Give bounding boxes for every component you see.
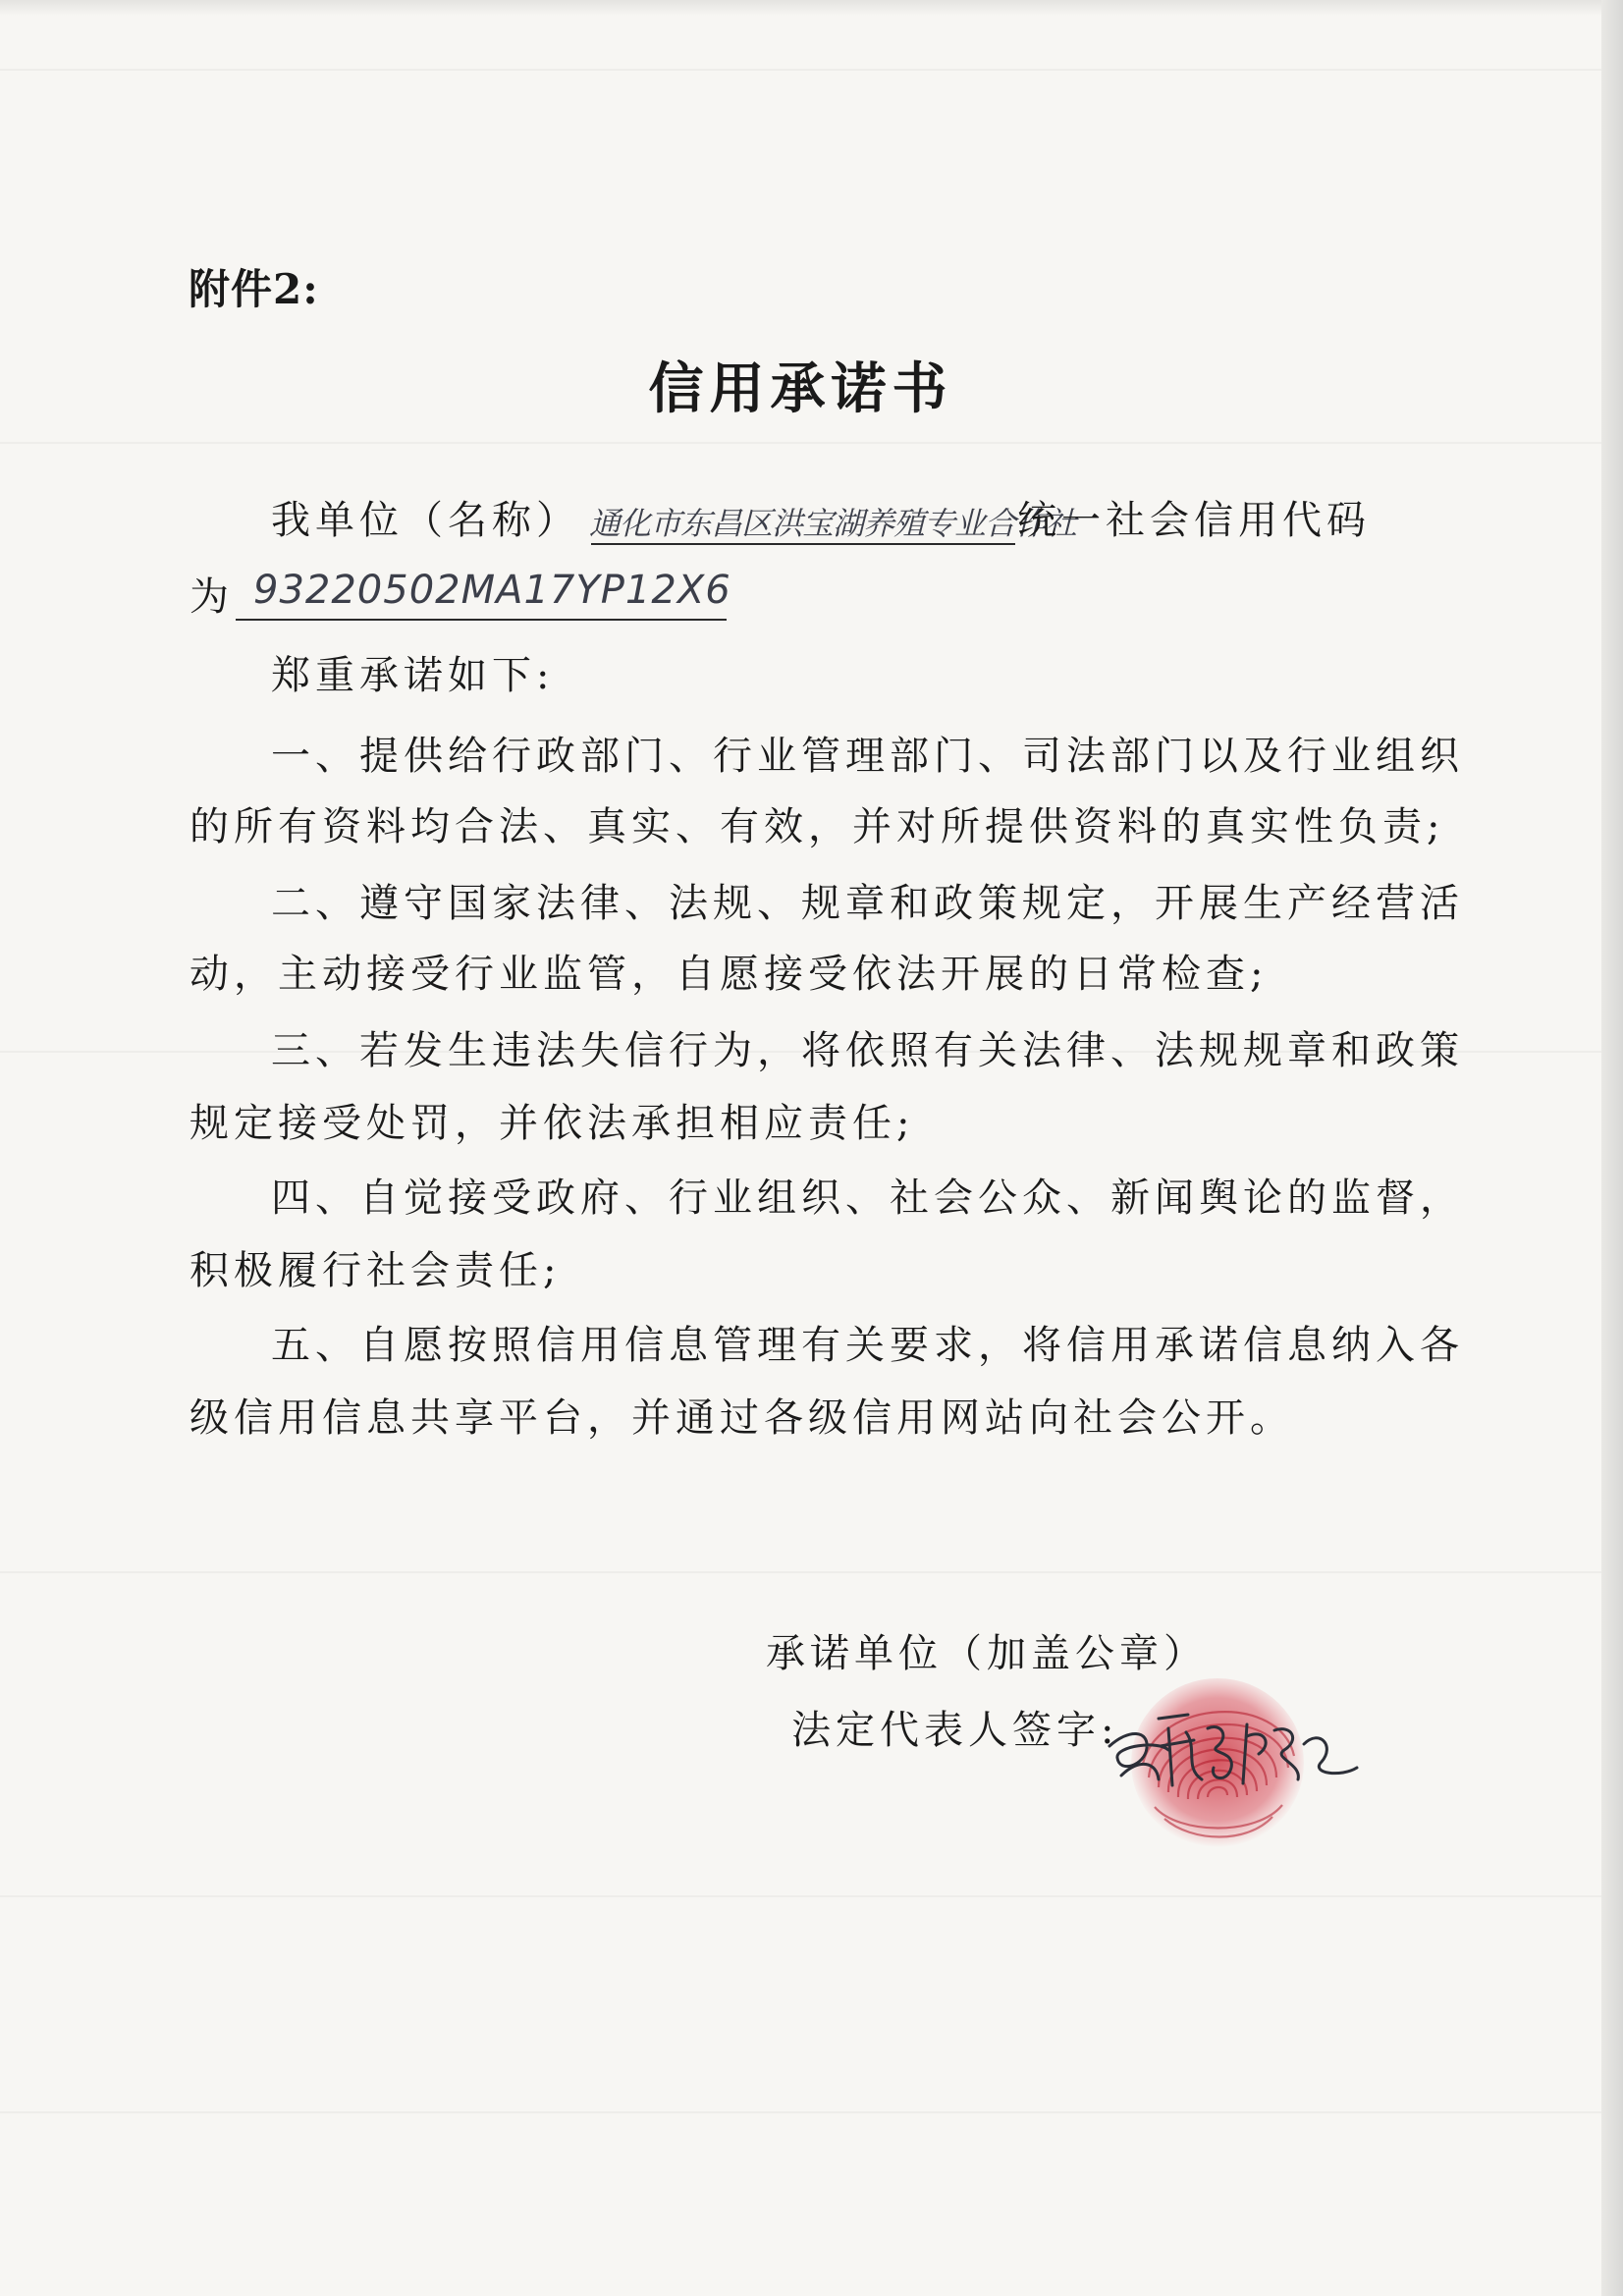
promise-item-1-line1: 一、提供给行政部门、行业管理部门、司法部门以及行业组织 — [271, 734, 1464, 779]
promise-item-4-line2: 积极履行社会责任; — [189, 1248, 562, 1293]
promise-item-4-line1: 四、自觉接受政府、行业组织、社会公众、新闻舆论的监督， — [271, 1175, 1464, 1221]
scan-streak — [0, 2111, 1601, 2113]
scan-top-edge — [0, 0, 1623, 16]
scan-streak — [0, 442, 1601, 444]
sign-unit-label: 承诺单位（加盖公章） — [766, 1631, 1208, 1676]
promise-item-5-line1: 五、自愿按照信用信息管理有关要求，将信用承诺信息纳入各 — [271, 1323, 1464, 1368]
handwritten-signature — [1100, 1689, 1375, 1807]
scan-streak — [0, 1571, 1601, 1573]
attachment-label: 附件2: — [189, 265, 319, 313]
scan-right-edge — [1601, 0, 1623, 2296]
unit-name-handwritten: 通化市东昌区洪宝湖养殖专业合作社 — [589, 505, 1077, 542]
promise-item-2-line2: 动，主动接受行业监管，自愿接受依法开展的日常检查; — [189, 952, 1269, 997]
credit-code-handwritten: 93220502MA17YP12X6 — [253, 568, 731, 613]
credit-code-underline — [236, 619, 727, 621]
promise-item-3-line1: 三、若发生违法失信行为，将依照有关法律、法规规章和政策 — [271, 1028, 1464, 1073]
promise-item-1-line2: 的所有资料均合法、真实、有效，并对所提供资料的真实性负责; — [189, 804, 1445, 849]
promise-item-5-line2: 级信用信息共享平台，并通过各级信用网站向社会公开。 — [189, 1395, 1294, 1441]
intro-prefix: 我单位（名称） — [271, 498, 580, 543]
promise-item-2-line1: 二、遵守国家法律、法规、规章和政策规定，开展生产经营活 — [271, 881, 1464, 926]
scan-streak — [0, 1895, 1601, 1897]
promise-heading: 郑重承诺如下: — [271, 653, 555, 698]
intro-line2-prefix: 为 — [189, 574, 234, 620]
sign-rep-label: 法定代表人签字: — [791, 1708, 1119, 1753]
intro-suffix: 统一社会信用代码 — [1017, 498, 1371, 543]
unit-name-underline — [591, 543, 1015, 545]
promise-item-3-line2: 规定接受处罚，并依法承担相应责任; — [189, 1101, 915, 1146]
scan-streak — [0, 69, 1601, 71]
document-title: 信用承诺书 — [648, 356, 953, 421]
